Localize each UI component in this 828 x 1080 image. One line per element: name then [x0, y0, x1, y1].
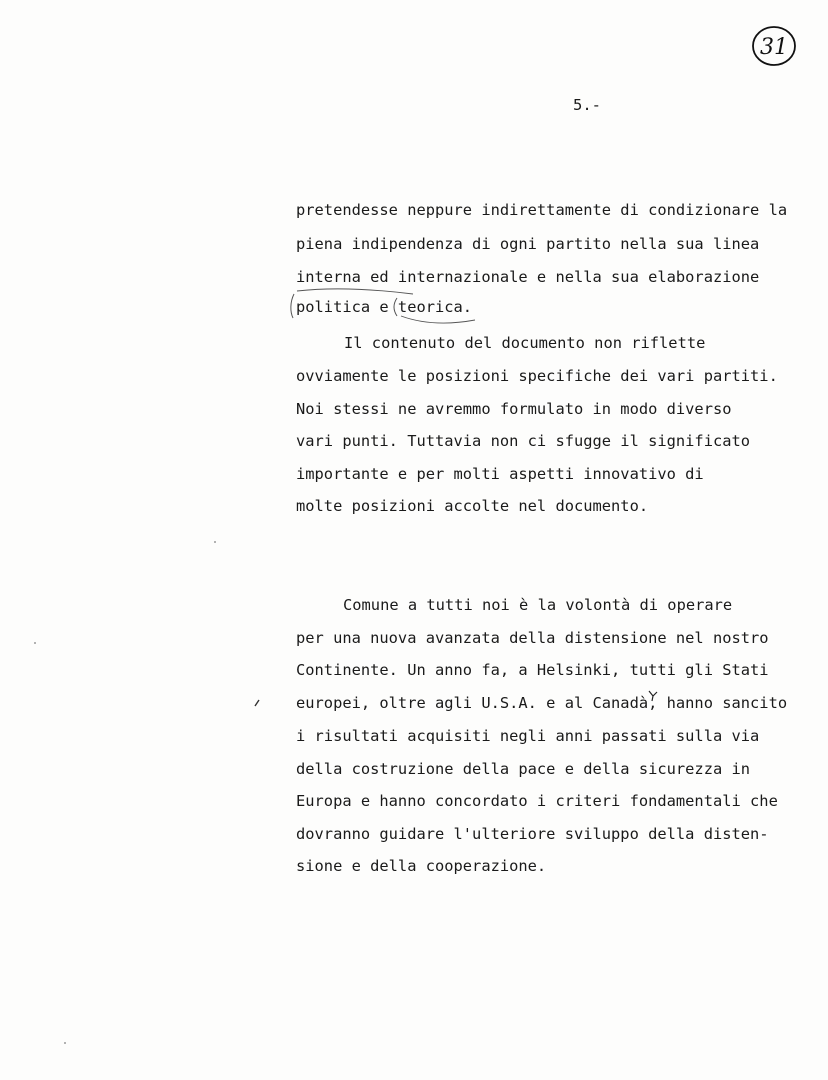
handwritten-accent-mark — [647, 689, 659, 703]
text-line: piena indipendenza di ogni partito nella sua linea — [296, 235, 760, 253]
text-line: politica e teorica. — [296, 298, 473, 316]
text-line: interna ed internazionale e nella sua elaborazione — [296, 268, 760, 286]
text-line: molte posizioni accolte nel documento. — [296, 497, 649, 515]
text-line: importante e per molti aspetti innovativo di — [296, 465, 704, 483]
text-line: pretendesse neppure indirettamente di condizionare la — [296, 201, 788, 219]
text-line: Il contenuto del documento non riflette — [344, 334, 706, 352]
text-line: europei, oltre agli U.S.A. e al Canadà, hanno sancito — [296, 694, 788, 712]
text-line: Europa e hanno concordato i criteri fondamentali che — [296, 792, 778, 810]
text-line: sione e della cooperazione. — [296, 857, 547, 875]
scan-speck — [214, 541, 216, 543]
text-line: vari punti. Tuttavia non ci sfugge il significato — [296, 432, 751, 450]
margin-mark — [253, 699, 261, 707]
text-line: dovranno guidare l'ulteriore sviluppo della disten- — [296, 825, 769, 843]
text-line: Noi stessi ne avremmo formulato in modo diverso — [296, 400, 732, 418]
stamp-number: 31 — [760, 35, 788, 60]
page-number: 5.- — [573, 96, 601, 114]
scan-speck — [64, 1042, 66, 1044]
text-line: Continente. Un anno fa, a Helsinki, tutti gli Stati — [296, 661, 769, 679]
page-stamp — [750, 24, 798, 68]
text-line: ovviamente le posizioni specifiche dei vari partiti. — [296, 367, 778, 385]
text-line: della costruzione della pace e della sicurezza in — [296, 760, 751, 778]
scan-speck — [34, 642, 36, 644]
text-line: per una nuova avanzata della distensione nel nostro — [296, 629, 769, 647]
text-line: i risultati acquisiti negli anni passati sulla via — [296, 727, 760, 745]
text-line: Comune a tutti noi è la volontà di operare — [343, 596, 733, 614]
